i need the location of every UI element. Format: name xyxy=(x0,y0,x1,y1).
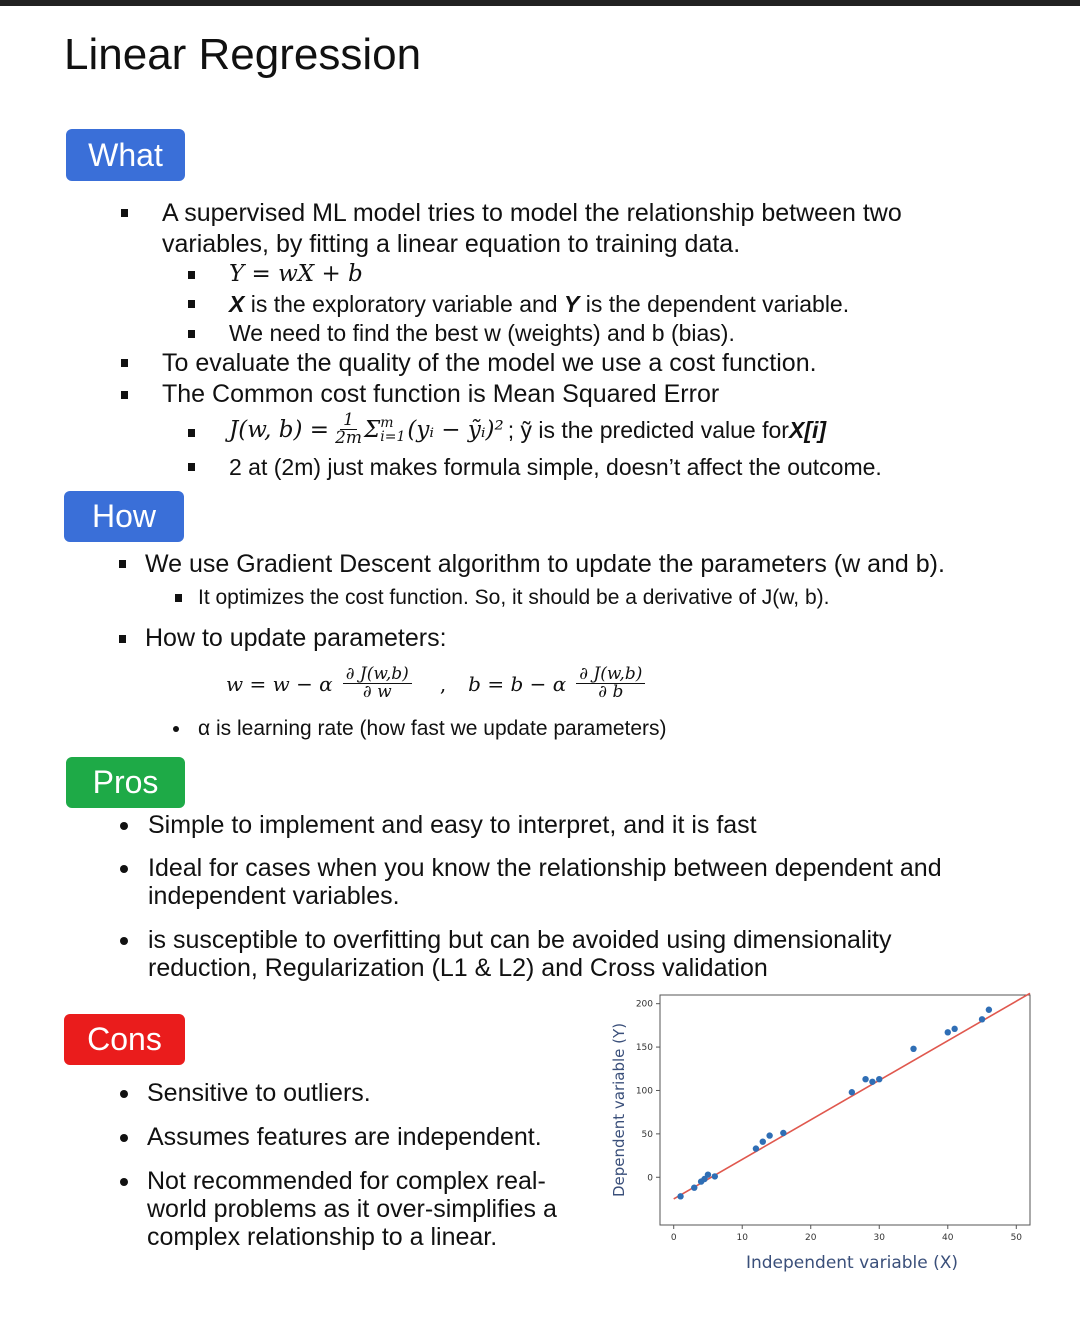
y-axis-ticks xyxy=(636,1000,660,1184)
data-point xyxy=(705,1171,711,1177)
cost-fraction xyxy=(335,412,362,447)
bullet-marker xyxy=(120,1178,128,1186)
what-bullet-2: To evaluate the quality of the model we use a cost function. xyxy=(162,349,817,377)
cost-note: ; ỹ is the predicted value for xyxy=(507,416,789,443)
y-variable-label: Y xyxy=(563,291,580,317)
bullet-marker xyxy=(120,865,128,873)
cost-sum-bottom: i=1 xyxy=(380,428,406,445)
b-update-fraction xyxy=(576,666,645,701)
b-update-num: ∂ J(w,b) xyxy=(576,666,645,684)
pros-item-1: Simple to implement and easy to interpret, and it is fast xyxy=(148,811,757,839)
data-point xyxy=(677,1193,683,1199)
top-bar xyxy=(0,0,1080,6)
x-variable-desc: is the exploratory variable and xyxy=(244,291,564,317)
bullet-marker xyxy=(188,271,195,279)
bullet-marker xyxy=(121,359,128,367)
x-tick-label: 30 xyxy=(873,1233,885,1243)
pros-item-2-line-1: Ideal for cases when you know the relationship between dependent and xyxy=(148,854,942,882)
y-tick-label: 150 xyxy=(635,1043,653,1054)
bullet-marker xyxy=(120,822,128,830)
x-tick-label: 0 xyxy=(670,1233,677,1243)
cost-sum-top: m xyxy=(380,414,394,431)
y-variable-desc: is the dependent variable. xyxy=(579,291,850,317)
data-point xyxy=(760,1138,766,1144)
bullet-marker xyxy=(120,937,128,945)
what-bullet-1-line-1: A supervised ML model tries to model the relationship between two xyxy=(162,199,902,227)
bullet-marker xyxy=(175,594,182,602)
x-tick-label: 20 xyxy=(805,1233,817,1243)
how-sub-bullet-optimizes: It optimizes the cost function. So, it should be a derivative of J(w, b). xyxy=(198,586,830,609)
bullet-marker xyxy=(121,209,128,217)
cost-sum-symbol: Σ xyxy=(364,416,381,443)
data-point xyxy=(766,1132,772,1138)
cons-item-3-line-3: complex relationship to a linear. xyxy=(147,1223,498,1251)
data-point xyxy=(986,1007,992,1013)
cost-lhs: J(w, b) = xyxy=(229,416,330,443)
what-sub-bullet-weights: We need to find the best w (weights) and b (bias). xyxy=(229,320,735,346)
scatter-chart xyxy=(600,990,1040,1280)
bullet-marker xyxy=(188,429,195,437)
cost-note-x: X[i] xyxy=(788,416,827,443)
bullet-marker xyxy=(120,1134,128,1142)
page-title: Linear Regression xyxy=(64,30,422,79)
what-sub-bullet-2m: 2 at (2m) just makes formula simple, doesn’t affect the outcome. xyxy=(229,454,882,480)
update-rules xyxy=(226,666,647,701)
data-point xyxy=(945,1029,951,1035)
what-bullet-1-line-2: variables, by fitting a linear equation to training data. xyxy=(162,230,741,258)
section-badge-pros: Pros xyxy=(66,757,185,808)
bullet-marker xyxy=(119,560,126,568)
pros-item-3-line-1: is susceptible to overfitting but can be avoided using dimensionality xyxy=(148,926,892,954)
bullet-marker xyxy=(119,635,126,643)
x-axis-ticks xyxy=(671,1225,1022,1243)
w-update-den: ∂ w xyxy=(362,682,392,702)
data-point xyxy=(979,1016,985,1022)
data-point xyxy=(849,1089,855,1095)
section-badge-how: How xyxy=(64,491,184,542)
y-tick-label: 50 xyxy=(641,1129,653,1140)
data-point xyxy=(753,1145,759,1151)
how-bullet-1: We use Gradient Descent algorithm to update the parameters (w and b). xyxy=(145,550,945,578)
section-badge-cons: Cons xyxy=(64,1014,185,1065)
what-bullet-3: The Common cost function is Mean Squared Error xyxy=(162,380,720,408)
bullet-marker xyxy=(120,1090,128,1098)
update-separator: , xyxy=(439,671,447,696)
how-bullet-2: How to update parameters: xyxy=(145,624,447,652)
x-axis-label: Independent variable (X) xyxy=(745,1253,959,1273)
cost-body: (yᵢ − ỹᵢ)² xyxy=(407,416,504,443)
x-tick-label: 10 xyxy=(736,1233,748,1243)
y-tick-label: 0 xyxy=(647,1173,653,1184)
w-update-lhs: w = w − α xyxy=(226,671,333,696)
bullet-marker xyxy=(173,726,179,732)
data-point xyxy=(876,1076,882,1082)
data-point xyxy=(712,1173,718,1179)
data-point xyxy=(869,1079,875,1085)
plot-frame xyxy=(660,995,1030,1225)
data-point xyxy=(951,1026,957,1032)
x-tick-label: 40 xyxy=(942,1233,954,1243)
cost-frac-den: 2m xyxy=(335,428,362,448)
regression-line xyxy=(674,993,1030,1199)
cost-sum-limits xyxy=(380,416,405,444)
bullet-marker xyxy=(188,300,195,308)
x-tick-label: 50 xyxy=(1010,1233,1023,1243)
data-point xyxy=(862,1076,868,1082)
pros-item-2-line-2: independent variables. xyxy=(148,882,400,910)
cons-item-3-line-2: world problems as it over-simplifies a xyxy=(147,1195,557,1223)
what-sub-bullet-variables xyxy=(229,289,849,319)
y-tick-label: 200 xyxy=(635,999,653,1010)
section-badge-what: What xyxy=(66,129,185,181)
data-points xyxy=(677,1007,992,1200)
b-update-lhs: b = b − α xyxy=(468,671,567,696)
cost-frac-num: 1 xyxy=(340,412,357,430)
bullet-marker xyxy=(188,330,195,338)
cons-item-1: Sensitive to outliers. xyxy=(147,1079,371,1107)
data-point xyxy=(910,1046,916,1052)
cons-item-2: Assumes features are independent. xyxy=(147,1123,542,1151)
x-variable-label: X xyxy=(229,291,245,317)
y-axis-label: Dependent variable (Y) xyxy=(610,1022,628,1198)
w-update-fraction xyxy=(343,666,412,701)
bullet-marker xyxy=(188,463,195,471)
bullet-marker xyxy=(121,391,128,399)
w-update-num: ∂ J(w,b) xyxy=(343,666,412,684)
linear-equation: Y = wX + b xyxy=(229,261,363,287)
pros-item-3-line-2: reduction, Regularization (L1 & L2) and Cross validation xyxy=(148,954,768,982)
y-tick-label: 100 xyxy=(635,1086,653,1097)
data-point xyxy=(691,1184,697,1190)
alpha-learning-rate-note: α is learning rate (how fast we update parameters) xyxy=(198,717,667,740)
cons-item-3-line-1: Not recommended for complex real- xyxy=(147,1167,546,1195)
data-point xyxy=(780,1130,786,1136)
b-update-den: ∂ b xyxy=(598,682,624,702)
cost-function-formula xyxy=(229,412,826,447)
